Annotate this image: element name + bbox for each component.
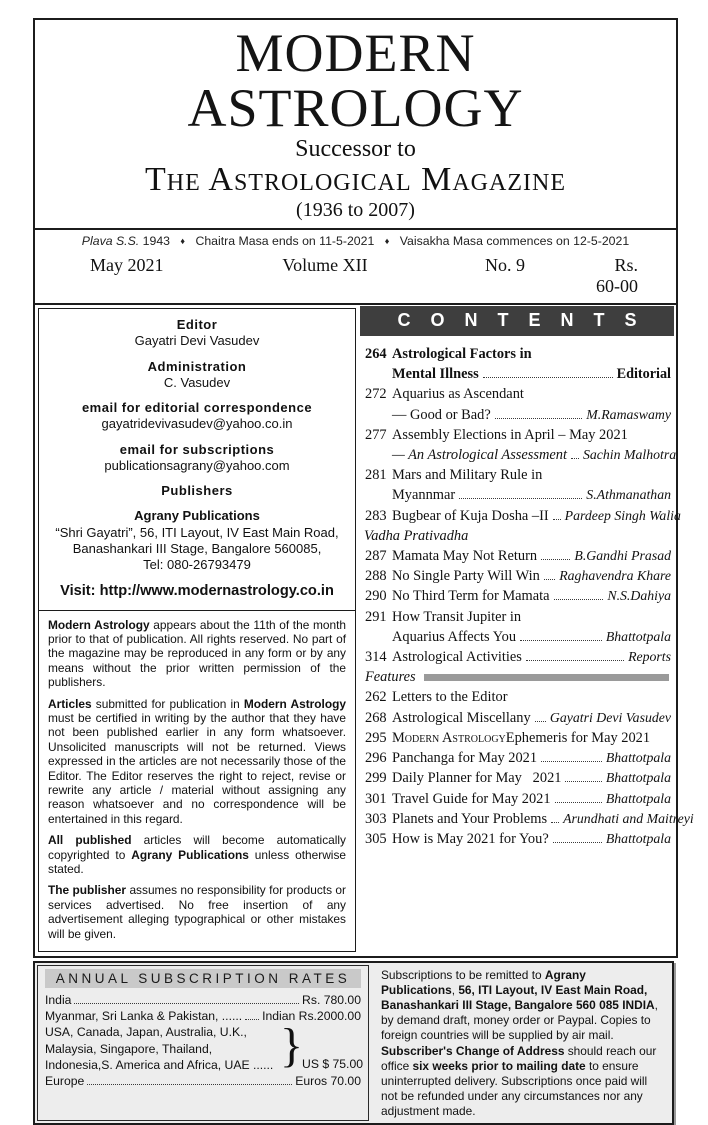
entry-page-number: 277 [365, 426, 387, 443]
magazine-page [33, 18, 694, 1125]
entry-page-number: 268 [365, 709, 387, 726]
rate-value: Indian Rs.2000.00 [262, 1009, 361, 1024]
policy-text-segment: Modern Astrology [243, 696, 346, 711]
entry-title-line: How Transit Jupiter in [392, 608, 522, 625]
entry-final-line [392, 829, 671, 849]
entry-title-line: Aquarius as Ascendant [392, 386, 524, 403]
rates-group-line: Malaysia, Singapore, Thailand, [45, 1041, 213, 1056]
entry-final-line [392, 748, 671, 768]
samvatsara-year: 1943 [142, 234, 170, 249]
entry-title: Daily Planner for May 2021 [392, 770, 562, 787]
features-label: Features [365, 669, 416, 686]
chaitra-masa-info: Chaitra Masa ends on 11-5-2021 [195, 234, 375, 249]
leader-dots [553, 842, 602, 843]
contents-entry [365, 748, 671, 768]
entry-body [392, 586, 671, 606]
entry-smallcaps-title: Modern Astrology [392, 729, 506, 746]
issue-price: Rs. 60-00 [596, 255, 638, 297]
entry-title: No Single Party Will Win [392, 568, 540, 585]
entry-final-line [392, 728, 671, 748]
features-divider [365, 667, 671, 687]
entry-final-line [392, 768, 671, 788]
editorial-email-group [43, 400, 351, 433]
entry-author: Gayatri Devi Vasudev [549, 709, 671, 725]
remittance-text [371, 963, 672, 1123]
remittance-segment: Subscriber's Change of Address [381, 1043, 565, 1058]
entry-page-number: 295 [365, 729, 387, 746]
policy-text-segment: appears about the 11th of the month prior to that of publication. All rights reserved. No part of the magazine may be reproduced in any form or by any means without the prior written permission of the publishers. [48, 617, 347, 690]
magazine-title-line1: MODERN [235, 23, 476, 83]
subscriptions-email-label: email for subscriptions [119, 441, 275, 457]
subscription-panel [33, 961, 674, 1125]
editor-group [43, 317, 351, 350]
entry-title-line: Mars and Military Rule in [392, 467, 543, 484]
page-frame [33, 18, 694, 958]
predecessor-years: (1936 to 2007) [296, 199, 415, 222]
contents-entry [365, 425, 677, 465]
remittance-segment: should reach our office [381, 1043, 657, 1073]
entry-title: Ephemeris for May 2021 [505, 729, 651, 746]
publisher-phone: Tel: 080-26793479 [143, 557, 251, 573]
entry-title: Astrological Activities [392, 649, 522, 666]
entry-page-number: 290 [365, 588, 387, 605]
entry-body [392, 768, 671, 788]
leader-dots [526, 660, 624, 661]
rates-country-group [45, 1019, 363, 1073]
policy-paragraph [48, 697, 346, 827]
magazine-title-line2: ASTROLOGY [187, 78, 524, 139]
policy-block [39, 611, 355, 953]
entry-page-number: 281 [365, 467, 387, 484]
entry-page-number: 264 [365, 346, 387, 363]
publisher-name: Agrany Publications [134, 508, 260, 524]
contents-entry [365, 789, 671, 809]
entry-author: Raghavendra Khare [559, 568, 671, 584]
entry-title: Bugbear of Kuja Dosha –II [392, 507, 549, 524]
leader-dots [565, 781, 601, 782]
calendar-info-row [35, 230, 676, 251]
entry-author: Sachin Malhotra [582, 447, 677, 463]
entry-body [392, 687, 671, 707]
entry-author: S.Athmanathan [586, 487, 671, 503]
entry-title-line: Assembly Elections in April – May 2021 [392, 426, 628, 443]
entry-title: Mamata May Not Return [392, 548, 538, 565]
entry-author: B.Gandhi Prasad [574, 548, 671, 564]
rates-rows [45, 992, 361, 1089]
entry-body [392, 344, 671, 384]
policy-text-segment: articles will become automatically copyrighted to [48, 833, 346, 862]
leader-dots [553, 519, 561, 520]
issue-volume: Volume XII [282, 255, 368, 276]
remittance-segment: six weeks prior to mailing date [412, 1058, 586, 1073]
remittance-segment: , by demand draft, money order or Paypal. Copies to foreign countries will be supplied by air mail. [381, 998, 658, 1043]
entry-final-line [392, 364, 671, 384]
contents-entry [365, 344, 671, 384]
editor-label: Editor [176, 317, 218, 333]
entry-final-line [392, 506, 681, 526]
entry-title: No Third Term for Mamata [392, 588, 550, 605]
entry-title: Letters to the Editor [392, 689, 508, 706]
editorial-email-label: email for editorial correspondence [81, 400, 313, 416]
left-column [35, 305, 359, 956]
entry-author: N.S.Dahiya [607, 588, 671, 604]
entry-body [392, 465, 671, 505]
policy-paragraph [48, 883, 346, 941]
entry-final-line [392, 566, 671, 586]
entry-page-number: 283 [365, 507, 387, 524]
diamond-separator: ♦ [384, 236, 390, 247]
content-columns [35, 303, 694, 956]
entry-final-line [392, 809, 694, 829]
entry-final-line [392, 647, 671, 667]
editorial-email-address: gayatridevivasudev@yahoo.co.in [101, 416, 293, 432]
entry-page-number: 288 [365, 568, 387, 585]
entry-page-number: 291 [365, 608, 387, 625]
rates-group-line: USA, Canada, Japan, Australia, U.K., [45, 1025, 247, 1040]
contents-list [359, 336, 694, 956]
entry-final-line [392, 708, 671, 728]
entry-page-number: 303 [365, 810, 387, 827]
annual-rates-header: ANNUAL SUBSCRIPTION RATES [45, 969, 361, 988]
contents-entry [365, 647, 671, 667]
leader-dots [544, 579, 555, 580]
leader-dots [87, 1084, 292, 1085]
contents-entry [365, 566, 671, 586]
leader-dots [551, 822, 559, 823]
entry-body [392, 607, 671, 647]
entry-body [392, 546, 671, 566]
entry-author: Bhattotpala [605, 790, 671, 806]
issue-number: No. 9 [485, 255, 525, 276]
remittance-segment: , [451, 983, 459, 998]
entry-title: Panchanga for May 2021 [392, 750, 538, 767]
entry-author: Editorial [616, 366, 671, 383]
entry-author: Arundhati and Maitreyi [563, 810, 694, 826]
policy-text-segment: Modern Astrology [48, 617, 150, 632]
entry-final-line [392, 586, 671, 606]
samvatsara-name: Plava S.S. [81, 234, 140, 249]
entry-title: Travel Guide for May 2021 [392, 790, 551, 807]
contents-entry [365, 586, 671, 606]
entry-author: Bhattotpala [605, 770, 671, 786]
publisher-address-line2: Banashankari III Stage, Bangalore 560085, [72, 540, 322, 556]
leader-dots [571, 458, 579, 459]
rates-group-line: Indonesia,S. America and Africa, UAE ...... [45, 1057, 274, 1072]
entry-page-number: 314 [365, 649, 387, 666]
masthead [35, 20, 676, 228]
publisher-address-group [43, 508, 351, 573]
entry-body [392, 708, 671, 728]
leader-dots [554, 599, 604, 600]
contents-entry [365, 546, 671, 566]
entry-body [392, 425, 677, 465]
entry-final-line [392, 789, 671, 809]
policy-text-segment: Articles [48, 696, 92, 711]
entry-page-number: 272 [365, 386, 387, 403]
policy-text-segment: must be certified in writing by the author that they have not been published earlier in any form whatsoever. Unsolicited manuscripts will not be returned. Views expressed in the articles are not necessarily those of the Editor. The Editor reserves the right to reject, revise or rewrite any article / material without assigning any reason whatsoever and no correspondence will be entertained in this regard. [48, 710, 346, 826]
contents-entry [365, 506, 681, 526]
contents-column [359, 305, 694, 956]
entry-title: Astrological Miscellany [392, 709, 531, 726]
rate-label: Europe [45, 1074, 85, 1089]
entry-author: Bhattotpala [605, 628, 671, 644]
entry-body [392, 506, 681, 526]
website-url: Visit: http://www.modernastrology.co.in [60, 583, 334, 600]
contents-entry [365, 687, 671, 707]
entry-title: Myannmar [392, 487, 456, 504]
policy-paragraph [48, 618, 346, 690]
leader-dots [495, 418, 583, 419]
annual-rates-box [37, 965, 369, 1121]
publisher-address-line1: “Shri Gayatri”, 56, ITI Layout, IV East Main Road, [55, 524, 339, 540]
leader-dots [541, 559, 570, 560]
policy-text-segment: Agrany Publications [131, 847, 249, 862]
editor-name: Gayatri Devi Vasudev [134, 333, 260, 349]
rate-value: Euros 70.00 [295, 1074, 361, 1089]
entry-body [392, 384, 671, 424]
rates-row [45, 1073, 361, 1089]
policy-text-segment: assumes no responsibility for products or services advertised. No free insertion of any advertisement alleging typographical or other mistakes will be given. [48, 883, 346, 941]
leader-dots [535, 721, 546, 722]
rate-value: US $ 75.00 [302, 1056, 363, 1071]
policy-text-segment: unless otherwise stated. [48, 847, 347, 877]
leader-dots [245, 1019, 259, 1020]
entry-page-number: 287 [365, 548, 387, 565]
entry-body [392, 566, 671, 586]
contents-entry [365, 728, 671, 748]
entry-final-line [392, 445, 677, 465]
remittance-segment: Subscriptions to be remitted to [381, 968, 545, 983]
leader-dots [483, 377, 613, 378]
entry-body [392, 789, 671, 809]
entry-title: Planets and Your Problems [392, 810, 548, 827]
entry-final-line [392, 485, 671, 505]
remittance-segment: 56, ITI Layout, IV East Main Road, Banashankari III Stage, Bangalore 560 085 INDIA [381, 983, 655, 1013]
brace-glyph: } [279, 1019, 303, 1073]
leader-dots [74, 1003, 299, 1004]
successor-text: Successor to [295, 136, 416, 163]
rate-label: Myanmar, Sri Lanka & Pakistan, ...... [45, 1009, 243, 1024]
vaisakha-masa-info: Vaisakha Masa commences on 12-5-2021 [399, 234, 630, 249]
contents-entry [365, 465, 671, 505]
rates-row [45, 1008, 361, 1024]
entry-page-number: 299 [365, 770, 387, 787]
features-bar [424, 674, 669, 681]
entry-title: — An Astrological Assessment [392, 447, 567, 464]
entry-title: — Good or Bad? [392, 406, 491, 423]
administration-name: C. Vasudev [163, 374, 231, 390]
policy-text-segment: The publisher [48, 883, 127, 898]
contents-entry [365, 607, 671, 647]
contents-entry [365, 708, 671, 728]
subscriptions-email-address: publicationsagrany@yahoo.com [104, 457, 290, 473]
entry-body [392, 809, 694, 829]
leader-dots [459, 498, 582, 499]
contents-entry [365, 829, 671, 849]
entry-author: Pardeep Singh Walia [564, 507, 681, 523]
entry-body [392, 728, 671, 748]
entry-body [392, 829, 671, 849]
entry-final-line [392, 627, 671, 647]
entry-body [392, 647, 671, 667]
predecessor-title: The Astrological Magazine [145, 161, 566, 199]
administration-label: Administration [147, 358, 247, 374]
entry-page-number: 262 [365, 689, 387, 706]
diamond-separator: ♦ [180, 236, 186, 247]
issue-info-row [35, 251, 676, 303]
leader-dots [541, 761, 602, 762]
publishers-label: Publishers [161, 483, 233, 499]
entry-author: Bhattotpala [605, 750, 671, 766]
entry-title-line: Astrological Factors in [392, 346, 532, 363]
entry-page-number: 296 [365, 750, 387, 767]
entry-author: M.Ramaswamy [586, 406, 671, 422]
entry-final-line [392, 405, 671, 425]
contents-sideline: Vadha Prativadha [364, 527, 469, 544]
rate-value: Rs. 780.00 [302, 993, 361, 1008]
entry-page-number: 301 [365, 790, 387, 807]
subscriptions-email-group [43, 442, 351, 475]
contents-entry [365, 809, 694, 829]
policy-text-segment: submitted for publication in [91, 696, 244, 711]
masthead-info-box [38, 308, 356, 952]
entry-final-line [392, 687, 671, 707]
entry-page-number: 305 [365, 830, 387, 847]
entry-title: Mental Illness [392, 366, 479, 383]
entry-title: Aquarius Affects You [392, 628, 517, 645]
issue-month: May 2021 [90, 255, 164, 276]
entry-final-line [392, 546, 671, 566]
remittance-segment: to ensure uninterrupted delivery. Subscriptions once paid will not be refunded under any circumstances nor any adjustment made. [381, 1058, 648, 1119]
rates-row [45, 992, 361, 1008]
policy-text-segment: All published [48, 833, 132, 848]
entry-title: How is May 2021 for You? [392, 830, 549, 847]
contents-entry [365, 384, 671, 424]
rate-label: India [45, 993, 72, 1008]
policy-paragraph [48, 833, 346, 876]
remittance-segment: Agrany Publications [381, 968, 586, 998]
leader-dots [555, 802, 602, 803]
publishers-group [43, 483, 351, 499]
contents-header-bar: CONTENTS [360, 306, 674, 336]
leader-dots [520, 640, 602, 641]
contents-entry [365, 768, 671, 788]
administration-group [43, 359, 351, 392]
editor-block [39, 309, 355, 610]
entry-author: Reports [628, 649, 671, 665]
entry-author: Bhattotpala [605, 830, 671, 846]
entry-body [392, 748, 671, 768]
